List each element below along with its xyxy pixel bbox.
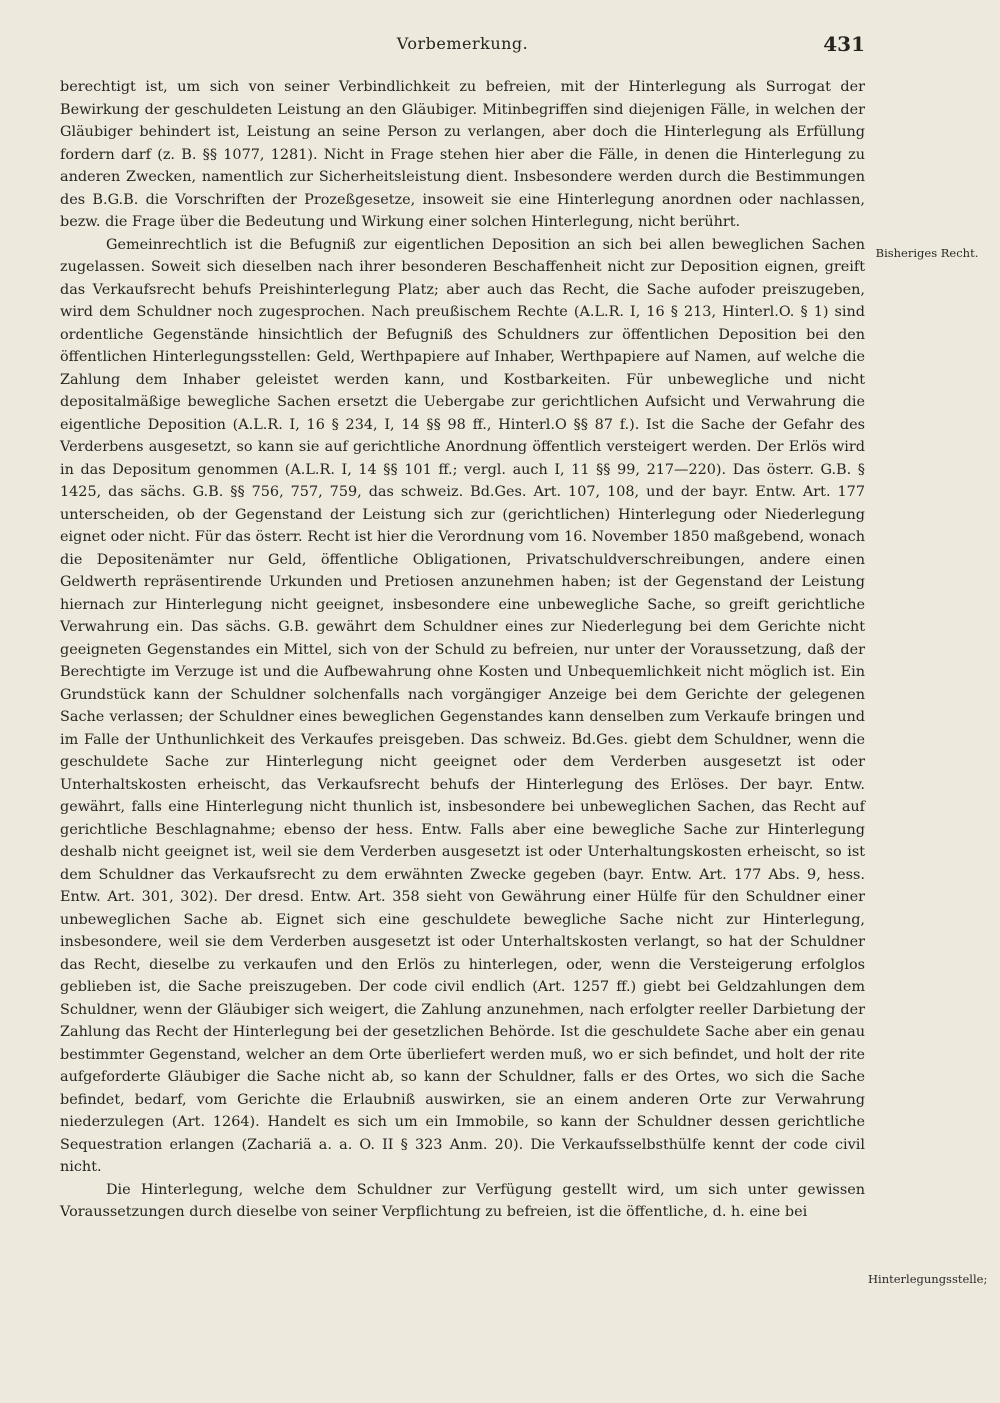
margin-note: Hinterlegungsstelle; — [868, 1272, 988, 1286]
paragraph: Die Hinterlegung, welche dem Schuldner zur Verfügung gestellt wird, um sich unter gewissen Voraussetzungen durch dieselbe von seiner Verpflichtung zu befreien, ist die öffentliche, d. h. eine bei — [60, 1181, 865, 1220]
page-header — [60, 34, 865, 58]
paragraph: berechtigt ist, um sich von seiner Verbindlichkeit zu befreien, mit der Hinterlegung als Surrogat der Bewirkung der geschuldeten Leistung an den Gläubiger. Mitinbegriffen sind diejenigen Fälle, in welchen der Gläubiger behindert ist, Leistung an seine Person zu verlangen, aber doch die Hinterlegung als Erfüllung fordern darf (z. B. §§ 1077, 1281). Nicht in Frage stehen hier aber die Fälle, in denen die Hinterlegung zu anderen Zwecken, namentlich zur Sicherheitsleistung dient. Insbesondere werden durch die Bestimmungen des B.G.B. die Vorschriften der Prozeßgesetze, insoweit sie eine Hinterlegung anordnen oder nachlassen, bezw. die Frage über die Bedeutung und Wirkung einer solchen Hinterlegung, nicht berührt. — [60, 79, 865, 230]
body-text — [60, 76, 865, 1224]
running-head: Vorbemerkung. — [396, 34, 529, 53]
margin-note: Bisheriges Recht. — [875, 246, 979, 260]
paragraph: Gemeinrechtlich ist die Befugniß zur eigentlichen Deposition an sich bei allen beweglichen Sachen zugelassen. Soweit sich dieselben nach ihrer besonderen Beschaffenheit nicht zur Deposition eignen, greift das Verkaufsrecht behufs Preishinterlegung Platz; aber auch das Recht, die Sache aufoder preiszugeben, wird dem Schuldner noch zugesprochen. Nach preußischem Rechte (A.L.R. I, 16 § 213, Hinterl.O. § 1) sind ordentliche Gegenstände hinsichtlich der Befugniß des Schuldners zur öffentlichen Deposition bei den öffentlichen Hinterlegungsstellen: Geld, Werthpapiere auf Inhaber, Werthpapiere auf Namen, auf welche die Zahlung dem Inhaber geleistet werden kann, und Kostbarkeiten. Für unbewegliche und nicht depositalmäßige bewegliche Sachen ersetzt die Uebergabe zur gerichtlichen Aufsicht und Verwahrung die eigentliche Deposition (A.L.R. I, 16 § 234, I, 14 §§ 98 ff., Hinterl.O §§ 87 f.). Ist die Sache der Gefahr des Verderbens ausgesetzt, so kann sie auf gerichtliche Anordnung öffentlich versteigert werden. Der Erlös wird in das Depositum genommen (A.L.R. I, 14 §§ 101 ff.; vergl. auch I, 11 §§ 99, 217—220). Das österr. G.B. § 1425, das sächs. G.B. §§ 756, 757, 759, das schweiz. Bd.Ges. Art. 107, 108, und der bayr. Entw. Art. 177 unterscheiden, ob der Gegenstand der Leistung sich zur (gerichtlichen) Hinterlegung oder Niederlegung eignet oder nicht. Für das österr. Recht ist hier die Verordnung vom 16. November 1850 maßgebend, wonach die Depositenämter nur Geld, öffentliche Obligationen, Privatschuldverschreibungen, andere einen Geldwerth repräsentirende Urkunden und Pretiosen anzunehmen haben; ist der Gegenstand der Leistung hiernach zur Hinterlegung nicht geeignet, insbesondere eine unbewegliche Sache, so greift gerichtliche Verwahrung ein. Das sächs. G.B. gewährt dem Schuldner eines zur Niederlegung bei dem Gerichte nicht geeigneten Gegenstandes ein Mittel, sich von der Schuld zu befreien, nur unter der Voraussetzung, daß der Berechtigte im Verzuge ist und die Aufbewahrung ohne Kosten und Unbequemlichkeit nicht möglich ist. Ein Grundstück kann der Schuldner solchenfalls nach vorgängiger Anzeige bei dem Gerichte der gelegenen Sache verlassen; der Schuldner eines beweglichen Gegenstandes kann denselben zum Verkaufe bringen und im Falle der Unthunlichkeit des Verkaufes preisgeben. Das schweiz. Bd.Ges. giebt dem Schuldner, wenn die geschuldete Sache zur Hinterlegung nicht geeignet oder dem Verderben ausgesetzt ist oder Unterhaltskosten erheischt, das Verkaufsrecht behufs der Hinterlegung des Erlöses. Der bayr. Entw. gewährt, falls eine Hinterlegung nicht thunlich ist, insbesondere bei unbeweglichen Sachen, das Recht auf gerichtliche Beschlagnahme; ebenso der hess. Entw. Falls aber eine bewegliche Sache zur Hinterlegung deshalb nicht geeignet ist, weil sie dem Verderben ausgesetzt ist oder Unterhaltungskosten erheischt, so ist dem Schuldner das Verkaufsrecht zu dem erwähnten Zwecke gegeben (bayr. Entw. Art. 177 Abs. 9, hess. Entw. Art. 301, 302). Der dresd. Entw. Art. 358 sieht von Gewährung einer Hülfe für den Schuldner einer unbeweglichen Sache ab. Eignet sich eine geschuldete bewegliche Sache nicht zur Hinterlegung, insbesondere, weil sie dem Verderben ausgesetzt ist oder Unterhaltskosten verlangt, so hat der Schuldner das Recht, dieselbe zu verkaufen und den Erlös zu hinterlegen, oder, wenn die Versteigerung erfolglos geblieben ist, die Sache preiszugeben. Der code civil endlich (Art. 1257 ff.) giebt bei Geldzahlungen dem Schuldner, wenn der Gläubiger sich weigert, die Zahlung anzunehmen, nach erfolgter reeller Darbietung der Zahlung das Recht der Hinterlegung bei der gesetzlichen Behörde. Ist die geschuldete Sache aber ein genau bestimmter Gegenstand, welcher an dem Orte überliefert werden muß, wo er sich befindet, und holt der rite aufgeforderte Gläubiger die Sache nicht ab, so kann der Schuldner, falls er des Ortes, wo sich die Sache befindet, bedarf, vom Gerichte die Erlaubniß auswirken, sie an einem anderen Orte zur Verwahrung niederzulegen (Art. 1264). Handelt es sich um ein Immobile, so kann der Schuldner dessen gerichtliche Sequestration erlangen (Zachariä a. a. O. II § 323 Anm. 20). Die Verkaufsselbsthülfe kennt der code civil nicht. — [60, 236, 865, 1175]
page-number: 431 — [823, 32, 865, 56]
